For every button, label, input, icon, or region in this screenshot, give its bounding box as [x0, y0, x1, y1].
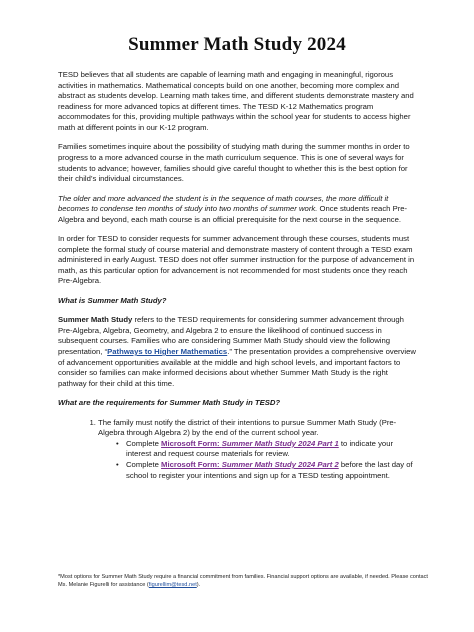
form-part1-link-title: Summer Math Study 2024 Part 1: [221, 438, 339, 448]
difficulty-italic-text: The older and more advanced the student is in the sequence of math courses, the more difficult it becomes to condense ten months of study into two months of summer work.: [58, 193, 389, 214]
sublist-item-part1-prefix: Complete: [126, 438, 162, 448]
definition-paragraph: [58, 315, 416, 389]
footnote-text: *Most options for Summer Math Study require a financial commitment from families. Financial support options are available, if needed. Please contact Ms. Melanie Figurelli for assistance (: [58, 574, 428, 588]
bullet-icon: •: [116, 459, 119, 469]
footnote: [58, 573, 434, 589]
form-part1-link-prefix: Microsoft Form:: [161, 438, 222, 448]
intro-paragraph: TESD believes that all students are capable of learning math and engaging in meaningful, rigorous activities in mathematics. Mathematical concepts build on one another, becoming more complex and abstract as students develop. Learning math takes time, and different students demonstrate mastery and readiness for more advanced topics at different times. The TESD K-12 Mathematics program accommodates for this, providing multiple pathways within the school year for students to access higher math at different points in our K-12 program.: [58, 70, 414, 132]
requirements-list: [58, 418, 416, 482]
requirement-sublist: [98, 439, 416, 481]
form-part2-link-title: Summer Math Study 2024 Part 2: [221, 459, 339, 469]
form-part1-link[interactable]: [161, 439, 339, 448]
sublist-item-part1: [116, 438, 416, 460]
sublist-item-part2-prefix: Complete: [126, 459, 162, 469]
definition-text-b: .” The presentation provides a comprehensive overview of advancement opportunities available at the middle and high school levels, and important factors to consider so families can make informed decisions about whether Summer Math Study is the right pathway for their child at this time.: [58, 347, 416, 388]
bullet-icon: •: [116, 438, 119, 448]
section-heading-requirements: What are the requirements for Summer Math Study in TESD?: [58, 398, 281, 408]
sublist-item-part1-suffix: to indicate your interest and request course materials for review.: [126, 438, 394, 459]
definition-text-a: refers to the TESD requirements for considering summer advancement through Pre-Algebra, Algebra, Geometry, and Algebra 2 to ensure the likelihood of continued success in subsequent courses. Families who are considering Summer Math Study should view the following presentation, “: [58, 315, 404, 357]
form-part2-link[interactable]: [161, 460, 339, 469]
summer-math-study-term: Summer Math Study: [58, 315, 133, 325]
contact-email-link[interactable]: figurellim@tesd.net: [148, 582, 197, 588]
footnote-end: ).: [196, 582, 201, 588]
difficulty-paragraph: [58, 194, 416, 226]
document-title: Summer Math Study 2024: [128, 34, 346, 55]
exam-paragraph: In order for TESD to consider requests for summer advancement through these courses, students must complete the formal study of course material and demonstrate mastery of content through a TESD exam administered in early August. TESD does not offer summer instruction for the purpose of advancement in math, as this particular option for advancement is not recommended for most students once they reach Pre-Algebra.: [58, 234, 415, 286]
section-heading-what-is: What is Summer Math Study?: [58, 295, 167, 305]
requirement-item-1-text: The family must notify the district of their intentions to pursue Summer Math Study (Pre-Algebra through Algebra 2) by the end of the current school year.: [98, 417, 397, 438]
pathways-presentation-link[interactable]: Pathways to Higher Mathematics: [107, 347, 228, 357]
form-part2-link-prefix: Microsoft Form:: [161, 459, 222, 469]
families-paragraph: Families sometimes inquire about the possibility of studying math during the summer months in order to progress to a more advanced course in the math curriculum sequence. This is one of several ways for students to advance; however, families should give careful thought to whether this is the best option for their child’s individual circumstances.: [58, 142, 410, 184]
sublist-item-part2: [116, 459, 416, 481]
sublist-item-part2-suffix: before the last day of school to register your intentions and sign up for a TESD testing appointment.: [126, 459, 413, 480]
difficulty-rest-text: Once students reach Pre-Algebra and beyond, each math course is an official prerequisite for the next course in the sequence.: [58, 204, 408, 224]
requirement-item-1: [98, 418, 416, 482]
